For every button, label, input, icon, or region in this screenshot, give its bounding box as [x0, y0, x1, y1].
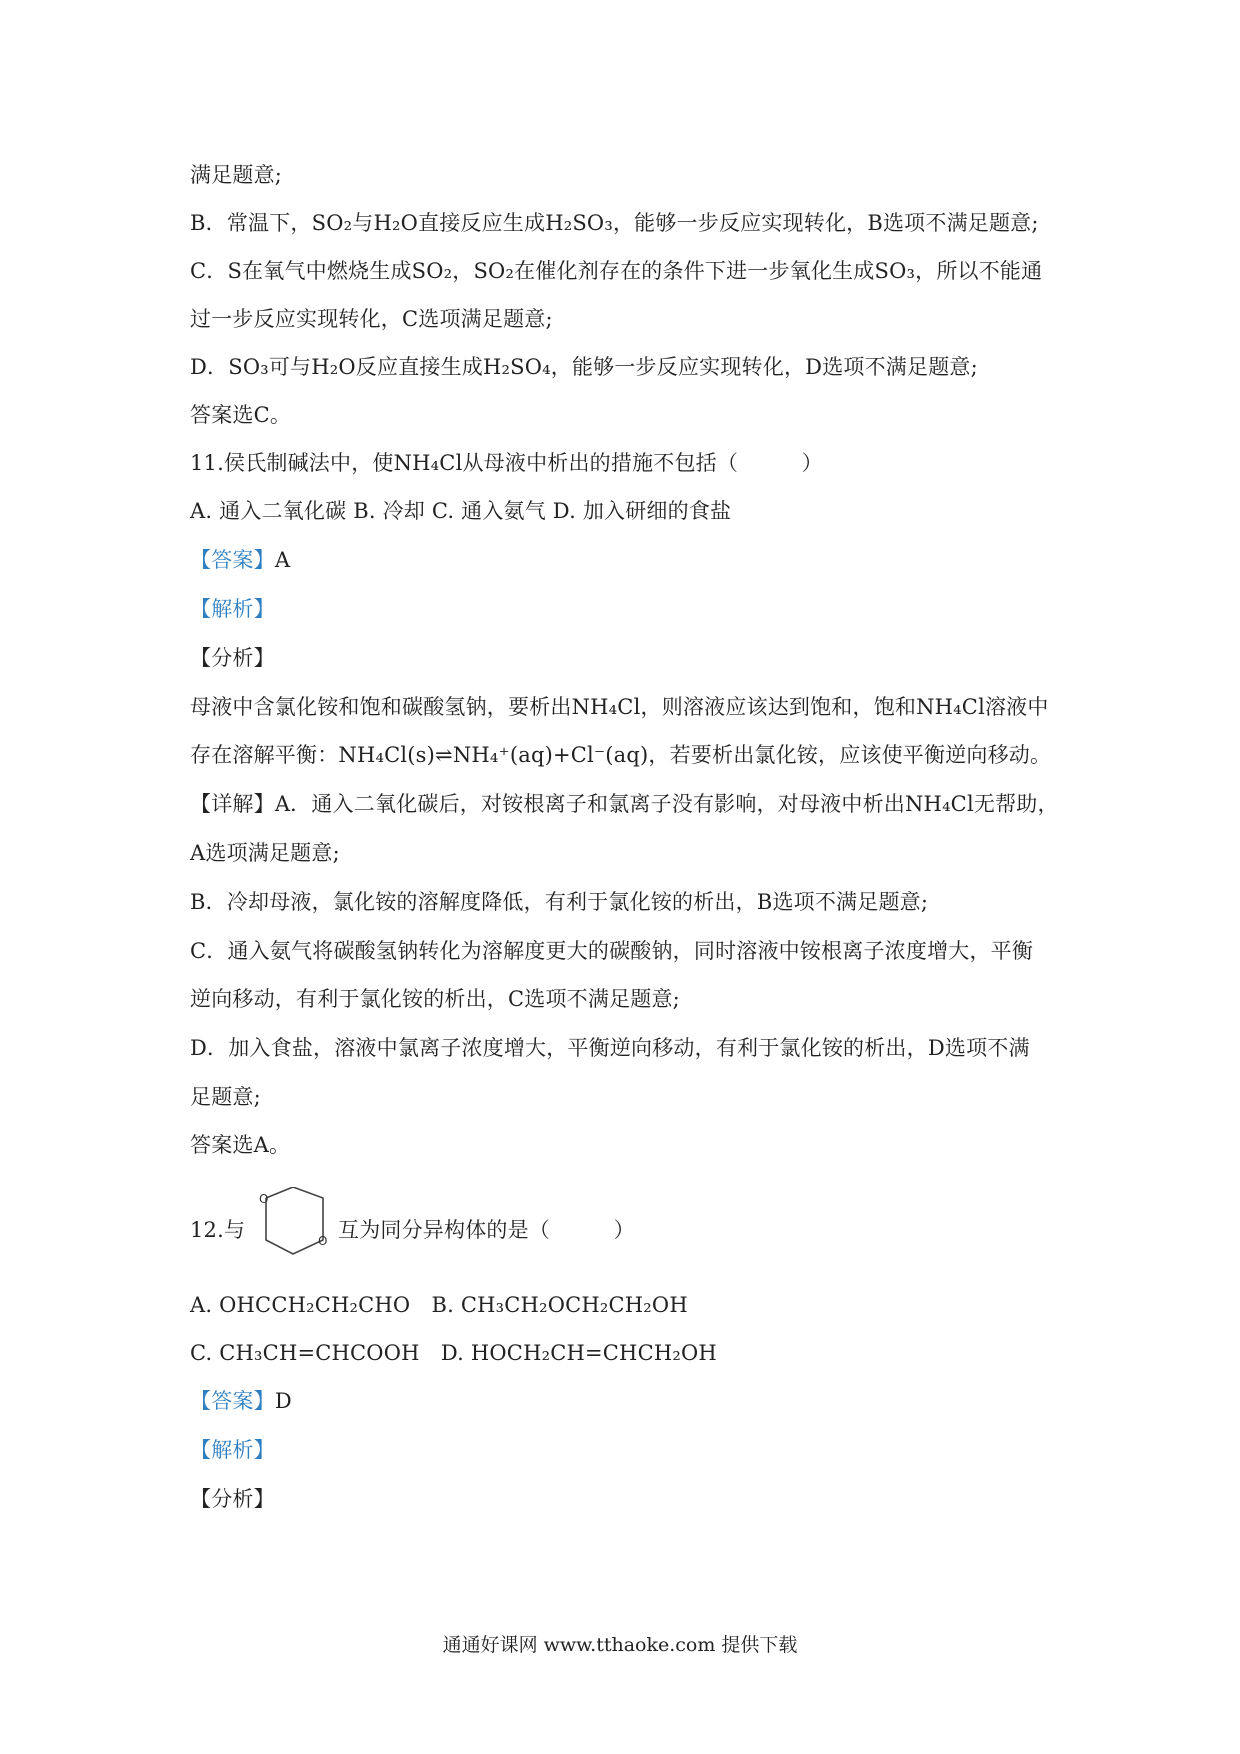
text-line: A选项满足题意; [190, 841, 340, 865]
answer-row [190, 1386, 292, 1416]
answer-row [190, 545, 290, 575]
text-line: C．通入氨气将碳酸氢钠转化为溶解度更大的碳酸钠，同时溶液中铵根离子浓度增大，平衡 [190, 939, 1034, 963]
oxygen-atom-bottom: O [318, 1234, 328, 1248]
text-line: 过一步反应实现转化，C选项满足题意; [190, 307, 553, 331]
xiangjie-tag: 【详解】 [190, 792, 275, 816]
text-line: B．常温下，SO₂与H₂O直接反应生成H₂SO₃，能够一步反应实现转化，B选项不满足题意; [190, 211, 1039, 235]
fenxi-tag: 【分析】 [190, 1487, 275, 1511]
question-11: 11.侯氏制碱法中，使NH₄Cl从母液中析出的措施不包括（ ） [190, 451, 823, 475]
analysis-tag [190, 1435, 275, 1465]
text-line: C．S在氧气中燃烧生成SO₂，SO₂在催化剂存在的条件下进一步氧化生成SO₃，所以不能通 [190, 259, 1043, 283]
question-12-suffix: 互为同分异构体的是（ ） [338, 1218, 635, 1242]
text-line: 答案选C。 [190, 403, 292, 427]
answer-tag: 【答案】 [190, 548, 275, 572]
page-footer: 通通好课网 www.tthaoke.com 提供下载 [442, 1634, 798, 1656]
question-12-prefix: 12.与 [190, 1218, 246, 1242]
text-line: 足题意; [190, 1085, 261, 1109]
question-12-options-1: A. OHCCH₂CH₂CHO B. CH₃CH₂OCH₂CH₂OH [190, 1293, 688, 1317]
text-line: 逆向移动，有利于氯化铵的析出，C选项不满足题意; [190, 987, 680, 1011]
question-12-options-2: C. CH₃CH=CHCOOH D. HOCH₂CH=CHCH₂OH [190, 1341, 717, 1365]
analysis-tag [190, 594, 275, 624]
answer-tag: 【答案】 [190, 1389, 275, 1413]
text-line: 答案选A。 [190, 1133, 291, 1157]
text-line: 存在溶解平衡：NH₄Cl(s)⇌NH₄⁺(aq)+Cl⁻(aq)，若要析出氯化铵，应该使平衡逆向移动。 [190, 743, 1052, 767]
text-line: A．通入二氧化碳后，对铵根离子和氯离子没有影响，对母液中析出NH₄Cl无帮助， [274, 792, 1059, 816]
dioxane-structure-icon [248, 1187, 338, 1267]
text-line: D．SO₃可与H₂O反应直接生成H₂SO₄，能够一步反应实现转化，D选项不满足题意; [190, 355, 978, 379]
fenxi-tag: 【分析】 [190, 646, 275, 670]
text-line: D．加入食盐，溶液中氯离子浓度增大，平衡逆向移动，有利于氯化铵的析出，D选项不满 [190, 1036, 1030, 1060]
question-11-options: A. 通入二氧化碳 B. 冷却 C. 通入氨气 D. 加入研细的食盐 [190, 499, 732, 523]
detail-row [190, 789, 1059, 819]
answer-value: D [274, 1389, 292, 1413]
oxygen-atom-top: O [259, 1192, 269, 1206]
answer-value: A [274, 548, 291, 572]
jiexi-tag: 【解析】 [190, 1438, 275, 1462]
text-line: 母液中含氯化铵和饱和碳酸氢钠，要析出NH₄Cl，则溶液应该达到饱和，饱和NH₄Cl溶液中 [190, 695, 1049, 719]
text-line: B．冷却母液，氯化铵的溶解度降低，有利于氯化铵的析出，B选项不满足题意; [190, 890, 929, 914]
text-line: 满足题意; [190, 163, 283, 187]
jiexi-tag: 【解析】 [190, 597, 275, 621]
